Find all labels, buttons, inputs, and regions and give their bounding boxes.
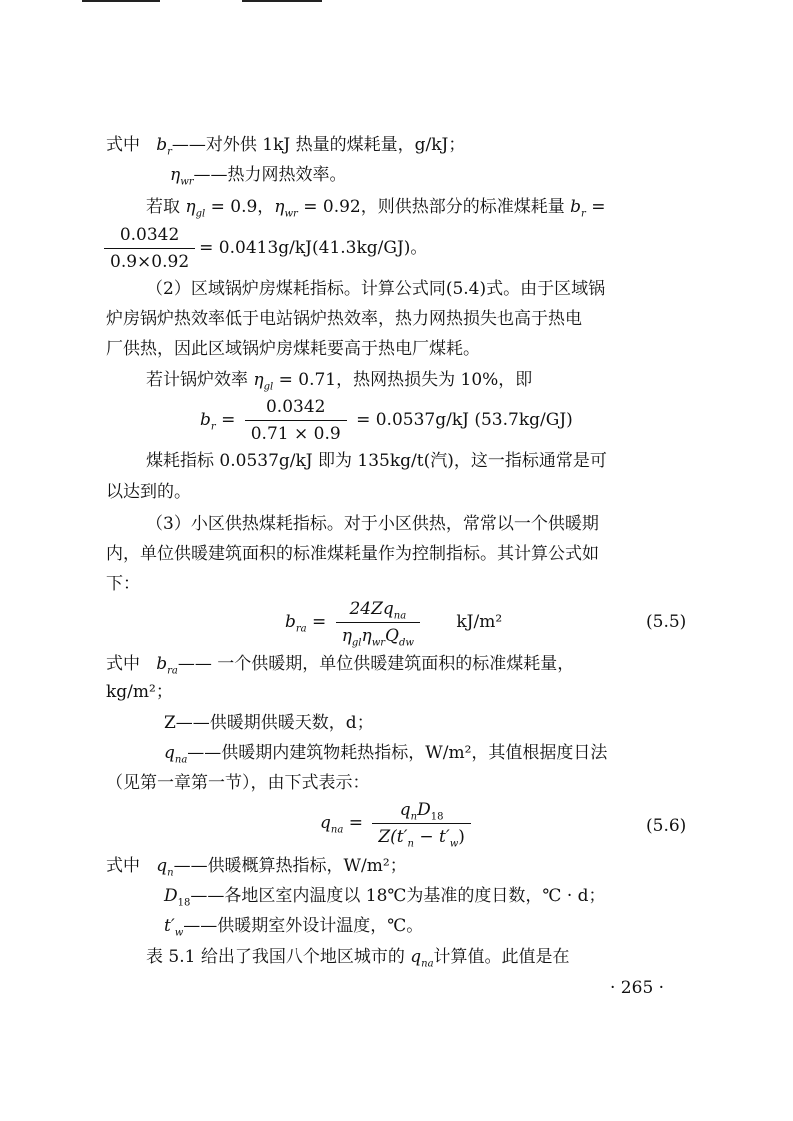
s2-line6: 以达到的。 bbox=[106, 482, 191, 502]
s2-line4: 若计锅炉效率 $\eta_{gl} = 0.71$，热网热损失为 10%，即 bbox=[146, 370, 533, 393]
para-1: 若取 $\eta_{gl} = 0.9$，$\eta_{wr} = 0.92$，则供热部分的标准煤耗量 $b_r$ = bbox=[146, 197, 606, 220]
def-Z: Z——供暖期供暖天数，d； bbox=[164, 713, 374, 733]
s3-line3: 下： bbox=[106, 574, 140, 594]
def-bra-cont: kg/m²； bbox=[106, 682, 173, 702]
top-rule-left bbox=[82, 0, 160, 2]
s2-line5: 煤耗指标 0.0537g/kJ 即为 135kg/t(汽)，这一指标通常是可 bbox=[146, 451, 607, 471]
def-qna: $q_{na}——$供暖期内建筑物耗热指标，W/m²，其值根据度日法 bbox=[164, 743, 608, 766]
s2-line2: 炉房锅炉热效率低于电站锅炉热效率，热力网热损失也高于热电 bbox=[106, 309, 582, 329]
formula-1: $\frac{0.0342}{0.9\times 0.92}$ = 0.0413g/kJ(41.3kg/GJ)。 bbox=[100, 224, 427, 273]
def-br: 式中 $b_r——$对外供 1kJ 热量的煤耗量，g/kJ； bbox=[106, 135, 466, 158]
top-rule-right bbox=[242, 0, 322, 2]
s2-line3: 厂供热，因此区域锅炉房煤耗要高于热电厂煤耗。 bbox=[106, 339, 480, 359]
equation-5-6-number: (5.6) bbox=[646, 816, 687, 836]
s3-line2: 内，单位供暖建筑面积的标准煤耗量作为控制指标。其计算公式如 bbox=[106, 544, 599, 564]
equation-5-6: $q_{na}$ = $\frac{q_nD_{18}}{Z(t'_n - t'_w)}$ bbox=[320, 799, 475, 848]
s3-line1: （3）小区供热煤耗指标。对于小区供热，常常以一个供暖期 bbox=[146, 514, 599, 534]
def2-qn: 式中 $q_n——$供暖概算热指标，W/m²； bbox=[106, 856, 407, 879]
page-number: · 265 · bbox=[610, 978, 665, 998]
def-eta-wr: $\eta_{wr}——$热力网热效率。 bbox=[170, 165, 347, 188]
last-line: 表 5.1 给出了我国八个地区城市的 $q_{na}$计算值。此值是在 bbox=[146, 947, 570, 970]
def2-t: $t'_w——$供暖期室外设计温度，℃。 bbox=[164, 916, 424, 939]
formula-2: $b_r$ = $\frac{0.0342}{0.71 \times 0.9}$ = 0.0537g/kJ (53.7kg/GJ) bbox=[200, 397, 573, 444]
equation-5-5-number: (5.5) bbox=[646, 612, 687, 632]
def-qna-cont: （见第一章第一节），由下式表示： bbox=[106, 773, 370, 793]
equation-5-5: $b_{ra}$ = $\frac{24Zq_{na}}{\eta_{gl}\eta_{wr}Q_{dw}}$ kJ/m² bbox=[285, 599, 503, 649]
def-bra: 式中 $b_{ra}——$ 一个供暖期，单位供暖建筑面积的标准煤耗量， bbox=[106, 654, 575, 677]
def2-D: $D_{18}——$各地区室内温度以 18℃为基准的度日数，℃ · d； bbox=[164, 886, 606, 909]
s2-line1: （2）区域锅炉房煤耗指标。计算公式同(5.4)式。由于区域锅 bbox=[146, 279, 606, 299]
